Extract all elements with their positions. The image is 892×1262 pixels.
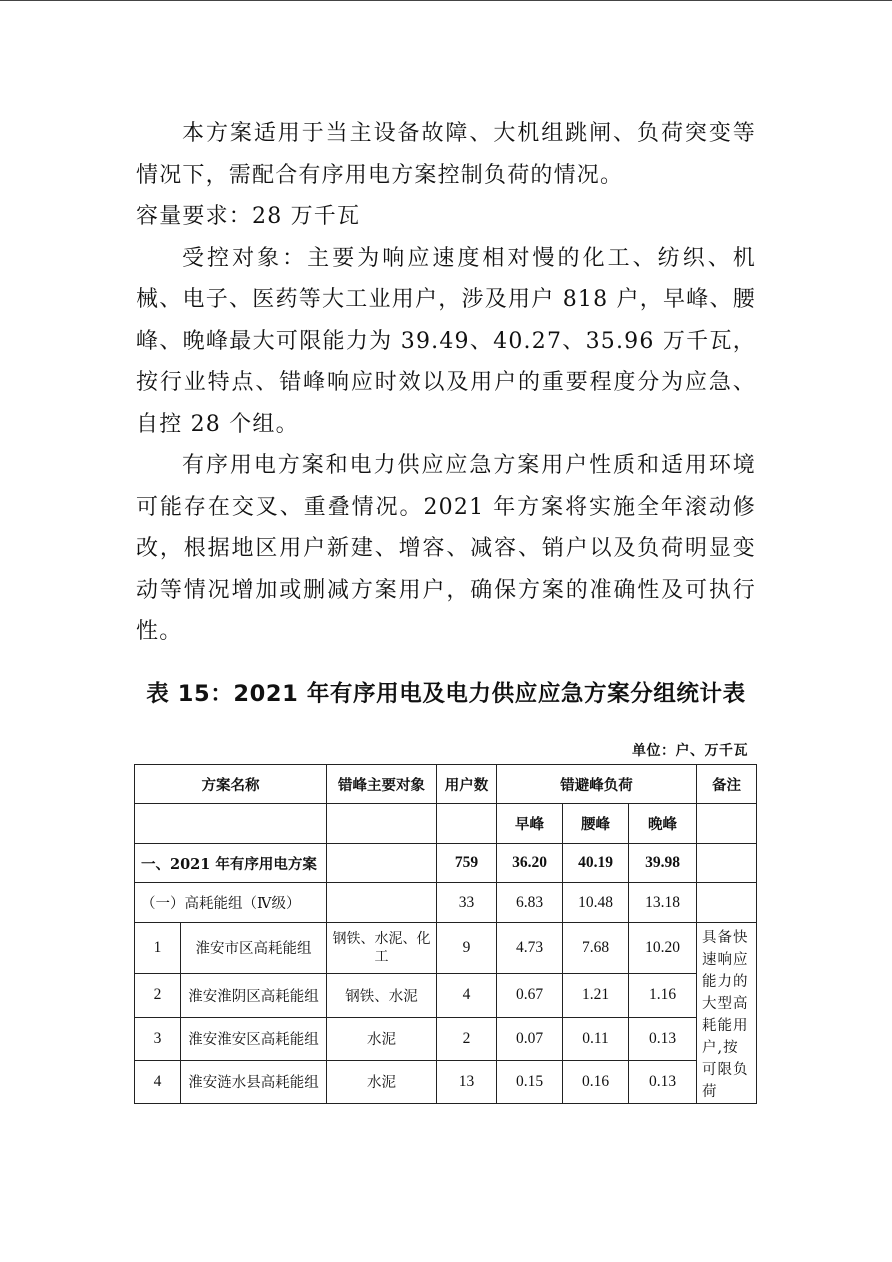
section-name: 一、2021 年有序用电方案 [135, 844, 327, 883]
section-waist: 40.19 [563, 844, 629, 883]
paragraph-1: 本方案适用于当主设备故障、大机组跳闸、负荷突变等情况下，需配合有序用电方案控制负荷的情况。 [136, 121, 756, 188]
row-users: 9 [437, 923, 497, 974]
row-evening: 0.13 [629, 1060, 697, 1103]
row-waist: 0.11 [563, 1017, 629, 1060]
row-evening: 10.20 [629, 923, 697, 974]
row-name: 淮安淮安区高耗能组 [181, 1017, 327, 1060]
header-evening: 晚峰 [629, 804, 697, 844]
header-waist: 腰峰 [563, 804, 629, 844]
header-plan-name: 方案名称 [135, 765, 327, 804]
row-morning: 4.73 [497, 923, 563, 974]
paragraph-2: 容量要求：28 万千瓦 [136, 204, 361, 229]
subsection-waist: 10.48 [563, 883, 629, 923]
body-text [136, 113, 756, 653]
header-main-target: 错峰主要对象 [327, 765, 437, 804]
paragraph-4: 有序用电方案和电力供应应急方案用户性质和适用环境可能存在交叉、重叠情况。2021 年方案将实施全年滚动修改，根据地区用户新建、增容、减容、销户以及负荷明显变动等情况增加或删减方案用户，确保方案的准确性及可执行性。 [136, 453, 756, 644]
row-index: 2 [135, 973, 181, 1017]
table-row [135, 1017, 757, 1060]
row-name: 淮安市区高耗能组 [181, 923, 327, 974]
row-target: 水泥 [327, 1017, 437, 1060]
row-name: 淮安涟水县高耗能组 [181, 1060, 327, 1103]
row-evening: 1.16 [629, 973, 697, 1017]
section-row [135, 844, 757, 883]
section-morning: 36.20 [497, 844, 563, 883]
row-waist: 7.68 [563, 923, 629, 974]
table-caption: 表 15：2021 年有序用电及电力供应应急方案分组统计表 [146, 681, 746, 707]
subsection-morning: 6.83 [497, 883, 563, 923]
statistics-table [134, 764, 757, 1104]
header-user-count: 用户数 [437, 765, 497, 804]
table-row [135, 1060, 757, 1103]
page-top-border [0, 0, 892, 1]
row-name: 淮安淮阴区高耗能组 [181, 973, 327, 1017]
table-row [135, 973, 757, 1017]
row-morning: 0.67 [497, 973, 563, 1017]
subsection-row [135, 883, 757, 923]
subsection-name: （一）高耗能组（Ⅳ级） [135, 883, 327, 923]
section-evening: 39.98 [629, 844, 697, 883]
row-users: 2 [437, 1017, 497, 1060]
row-target: 水泥 [327, 1060, 437, 1103]
row-target: 钢铁、水泥 [327, 973, 437, 1017]
row-morning: 0.07 [497, 1017, 563, 1060]
header-morning: 早峰 [497, 804, 563, 844]
header-row [135, 765, 757, 804]
row-evening: 0.13 [629, 1017, 697, 1060]
row-users: 4 [437, 973, 497, 1017]
table-unit: 单位：户、万千瓦 [632, 743, 748, 759]
row-index: 1 [135, 923, 181, 974]
row-waist: 1.21 [563, 973, 629, 1017]
header-remark: 备注 [697, 765, 757, 804]
subsection-evening: 13.18 [629, 883, 697, 923]
row-target: 钢铁、水泥、化工 [327, 923, 437, 974]
row-morning: 0.15 [497, 1060, 563, 1103]
row-index: 4 [135, 1060, 181, 1103]
section-users: 759 [437, 844, 497, 883]
header-peak-load: 错避峰负荷 [497, 765, 697, 804]
row-note: 具备快速响应能力的大型高耗能用户,按可限负荷 [697, 923, 757, 1104]
subsection-users: 33 [437, 883, 497, 923]
subheader-row [135, 804, 757, 844]
row-index: 3 [135, 1017, 181, 1060]
table-row [135, 923, 757, 974]
row-users: 13 [437, 1060, 497, 1103]
row-waist: 0.16 [563, 1060, 629, 1103]
paragraph-3: 受控对象：主要为响应速度相对慢的化工、纺织、机械、电子、医药等大工业用户，涉及用户 818 户，早峰、腰峰、晚峰最大可限能力为 39.49、40.27、35.96 万千瓦，按行业特点、错峰响应时效以及用户的重要程度分为应急、自控 28 个组。 [136, 245, 756, 437]
